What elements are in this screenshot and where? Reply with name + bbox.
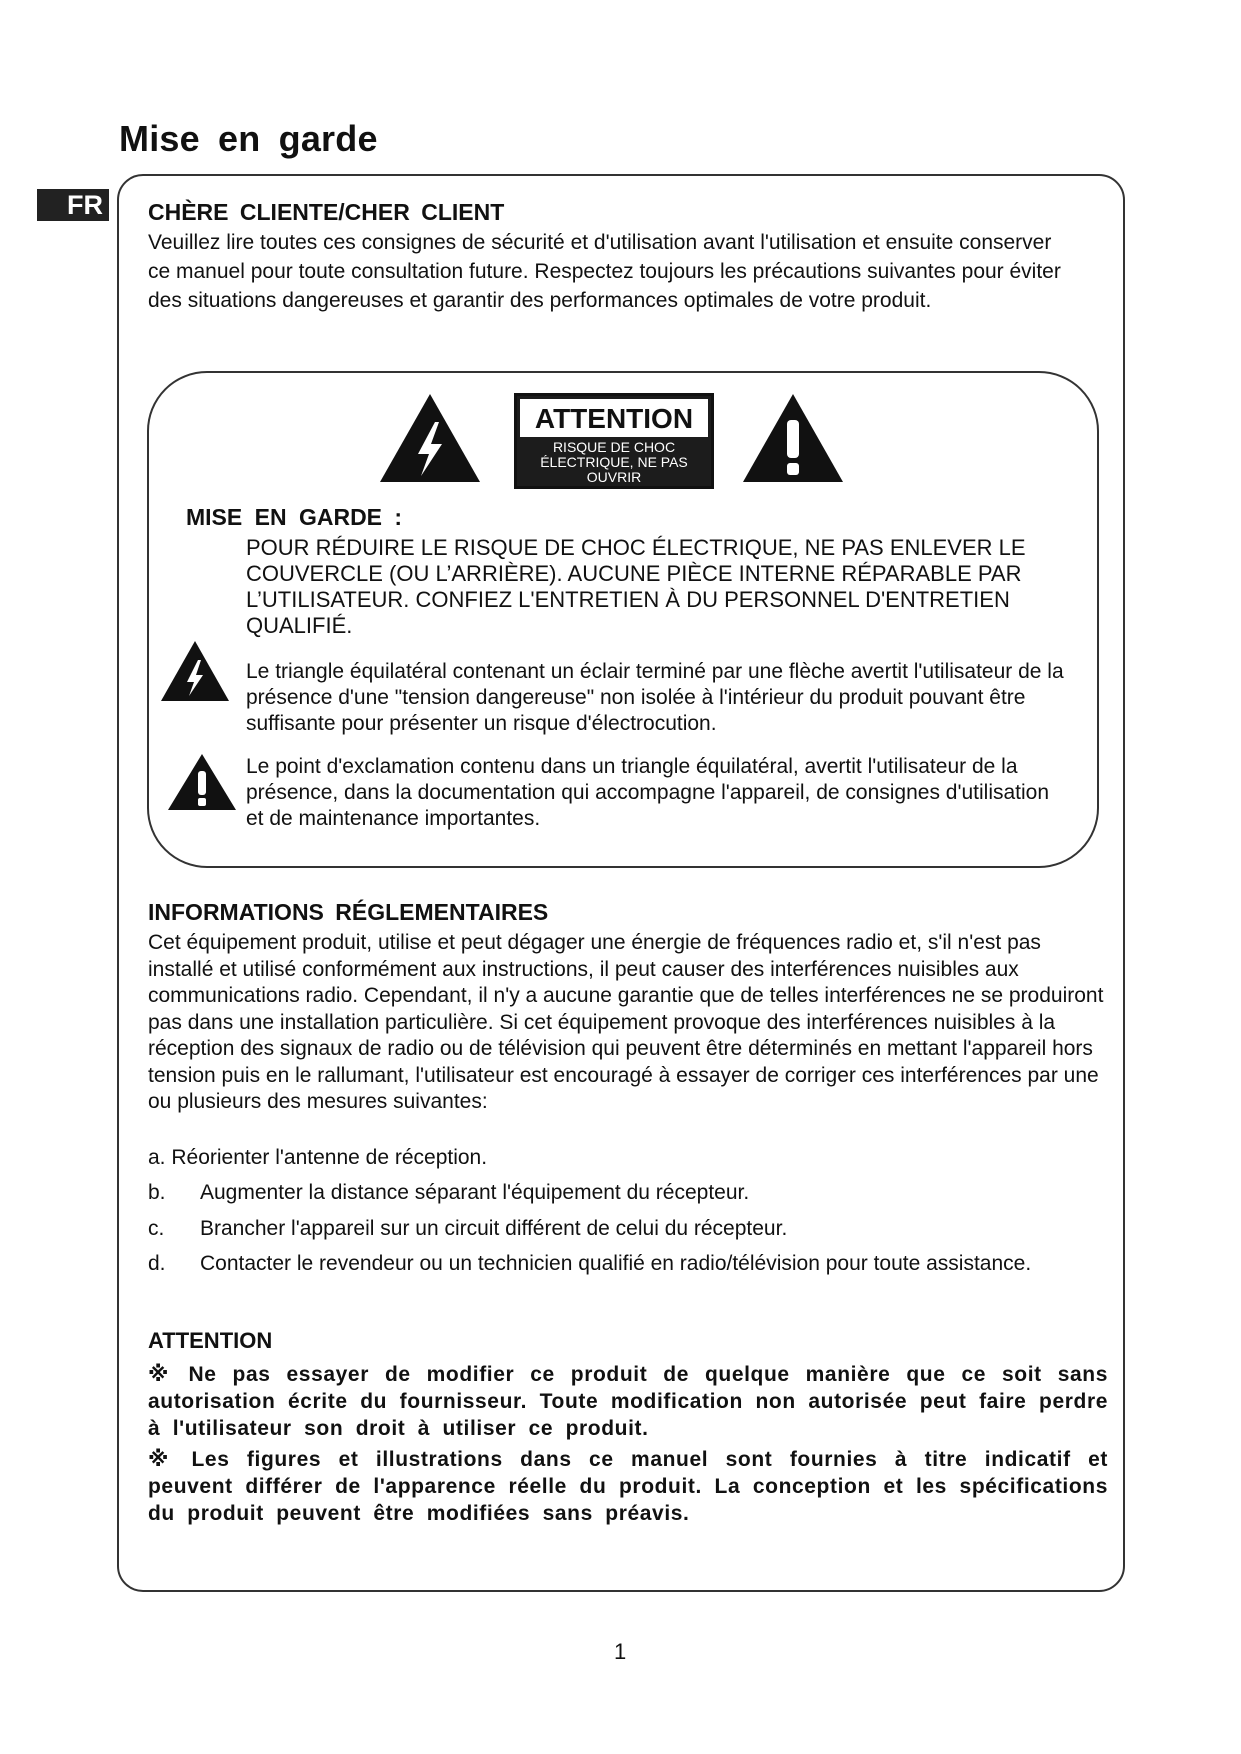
client-paragraph: Veuillez lire toutes ces consignes de sécurité et d'utilisation avant l'utilisation et ensuite conserver ce manuel pour toute consultation future. Respectez toujours les précautions suivantes pour éviter des situations dangereuses et garantir des performances optimales de votre produit. xyxy=(148,231,1061,312)
list-marker: d. xyxy=(148,1252,166,1275)
attention-label-subtitle: RISQUE DE CHOC ÉLECTRIQUE, NE PAS OUVRIR xyxy=(540,439,688,485)
small-lightning-warning-icon xyxy=(160,640,230,702)
page-title: Mise en garde xyxy=(119,118,378,159)
mise-en-garde-text: POUR RÉDUIRE LE RISQUE DE CHOC ÉLECTRIQUE, NE PAS ENLEVER LE COUVERCLE (OU L’ARRIÈRE). AUCUNE PIÈCE INTERNE RÉPARABLE PAR L’UTILISATEUR. CONFIEZ L'ENTRETIEN À DU PERSONNEL D'ENTRETIEN QUALIFIÉ. xyxy=(246,535,1026,638)
list-marker: b. xyxy=(148,1181,166,1204)
list-item-text: Augmenter la distance séparant l'équipement du récepteur. xyxy=(200,1181,750,1204)
regulatory-paragraph: Cet équipement produit, utilise et peut dégager une énergie de fréquences radio et, s'il n'est pas installé et utilisé conformément aux instructions, il peut causer des interférences nuisibles aux communications radio. Cependant, il n'y a aucune garantie que de telles interférences ne se produiront pas dans une installation particulière. Si cet équipement provoque des interférences nuisibles à la réception des signaux de radio ou de télévision qui peuvent être déterminés en mettant l'appareil hors tension puis en le rallumant, l'utilisateur est encouragé à essayer de corriger ces interférences par une ou plusieurs des mesures suivantes: xyxy=(148,931,1104,1113)
regulatory-heading: INFORMATIONS RÉGLEMENTAIRES xyxy=(148,899,549,925)
mise-en-garde-label: MISE EN GARDE : xyxy=(186,504,403,530)
list-item xyxy=(148,1145,1048,1171)
page-number: 1 xyxy=(614,1639,627,1664)
list-item-text: Brancher l'appareil sur un circuit différent de celui du récepteur. xyxy=(200,1217,788,1240)
exclamation-explanation: Le point d'exclamation contenu dans un triangle équilatéral, avertit l'utilisateur de la présence, dans la documentation qui accompagne l'appareil, de consignes d'utilisation et de maintenance importantes. xyxy=(246,755,1050,830)
attention-heading: ATTENTION xyxy=(148,1328,273,1353)
list-item xyxy=(148,1180,1048,1206)
small-exclamation-warning-icon xyxy=(167,753,237,811)
attention-note: ※ Les figures et illustrations dans ce manuel sont fournies à titre indicatif et peuvent différer de l'apparence réelle du produit. La conception et les spécifications du produit peuvent être modifiées sans préavis. xyxy=(148,1448,1108,1525)
list-marker: c. xyxy=(148,1217,165,1240)
list-item-text: Contacter le revendeur ou un technicien qualifié en radio/télévision pour toute assistance. xyxy=(200,1252,1032,1275)
attention-note: ※ Ne pas essayer de modifier ce produit de quelque manière que ce soit sans autorisation écrite du fournisseur. Toute modification non autorisée peut faire perdre à l'utilisateur son droit à utiliser ce produit. xyxy=(148,1363,1108,1440)
list-item xyxy=(148,1251,1048,1303)
lightning-warning-icon xyxy=(378,392,482,484)
attention-label xyxy=(514,393,714,489)
attention-label-title: ATTENTION xyxy=(520,399,708,437)
list-item-text: a. Réorienter l'antenne de réception. xyxy=(148,1146,488,1169)
list-item xyxy=(148,1216,1048,1242)
client-heading: CHÈRE CLIENTE/CHER CLIENT xyxy=(148,199,505,225)
exclamation-warning-icon xyxy=(741,392,845,484)
lightning-explanation: Le triangle équilatéral contenant un éclair terminé par une flèche avertit l'utilisateur de la présence d'une "tension dangereuse" non isolée à l'intérieur du produit pouvant être suffisante pour présenter un risque d'électrocution. xyxy=(246,660,1064,735)
language-tab: FR xyxy=(37,189,109,221)
